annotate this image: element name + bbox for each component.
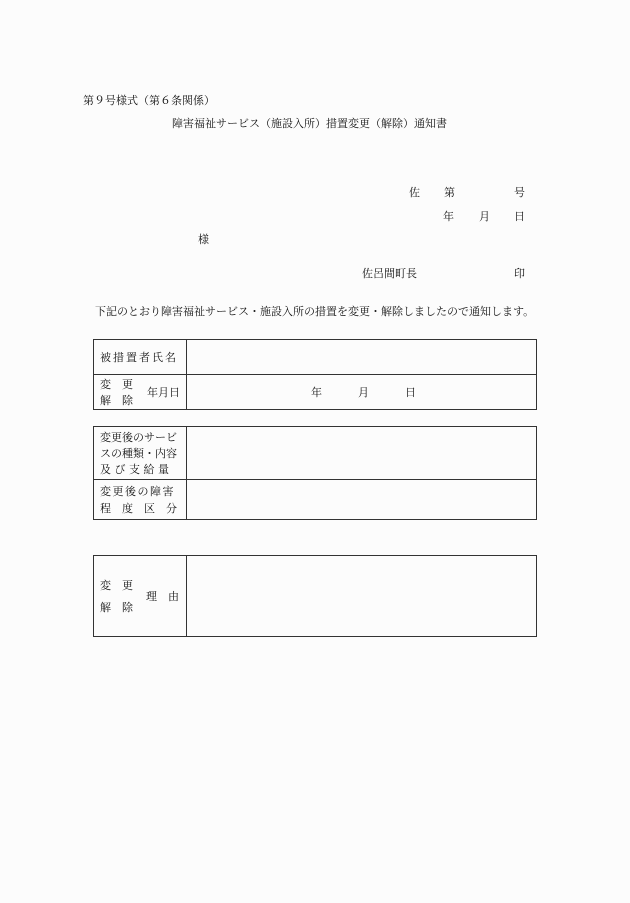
reason-table: [93, 555, 537, 637]
target-name-label-cell: [94, 340, 187, 375]
change-date-field: [187, 375, 537, 410]
service-label-line3: 及 び 支 給 量: [100, 463, 169, 476]
service-label-line2: スの種類・内容: [100, 447, 177, 460]
recipient-honorific: 様: [198, 233, 209, 246]
change-date-day: 日: [405, 386, 416, 399]
service-table: [93, 426, 537, 520]
target-name-field: [187, 340, 537, 375]
date-month: 月: [479, 210, 490, 223]
disability-label-line1: 変更後の障害: [100, 485, 175, 498]
issuer-prefix: 佐: [409, 186, 420, 199]
cancel-label: 解 除: [100, 394, 133, 407]
change-date-year: 年: [311, 386, 322, 399]
notice-body: 下記のとおり障害福祉サービス・施設入所の措置を変更・解除しましたので通知します。: [95, 305, 535, 318]
change-date-month: 月: [358, 386, 369, 399]
target-table: [93, 339, 537, 410]
disability-level-label-cell: [94, 480, 187, 520]
date-year: 年: [443, 210, 454, 223]
target-name-label: 被措置者氏名: [100, 351, 178, 364]
reason-change-label: 変 更: [100, 579, 133, 592]
document-title: 障害福祉サービス（施設入所）措置変更（解除）通知書: [172, 117, 447, 130]
change-date-label-cell: [94, 375, 187, 410]
date-day: 日: [514, 210, 525, 223]
reason-label-cell: [94, 556, 187, 637]
service-label-cell: [94, 427, 187, 480]
change-label: 変 更: [100, 378, 133, 391]
reason-label: 理 由: [146, 590, 179, 603]
reason-field: [187, 556, 537, 637]
ymd-label: 年月日: [147, 386, 180, 399]
seal-mark: 印: [514, 267, 525, 280]
form-number: 第９号様式（第６条関係）: [83, 94, 215, 107]
number-prefix: 第: [444, 186, 455, 199]
disability-level-field: [187, 480, 537, 520]
issuer-name: 佐呂間町長: [362, 267, 417, 280]
reason-cancel-label: 解 除: [100, 601, 133, 614]
service-field: [187, 427, 537, 480]
service-label-line1: 変更後のサービ: [100, 431, 177, 444]
number-suffix: 号: [514, 186, 525, 199]
disability-label-line2: 程 度 区 分: [100, 502, 177, 515]
